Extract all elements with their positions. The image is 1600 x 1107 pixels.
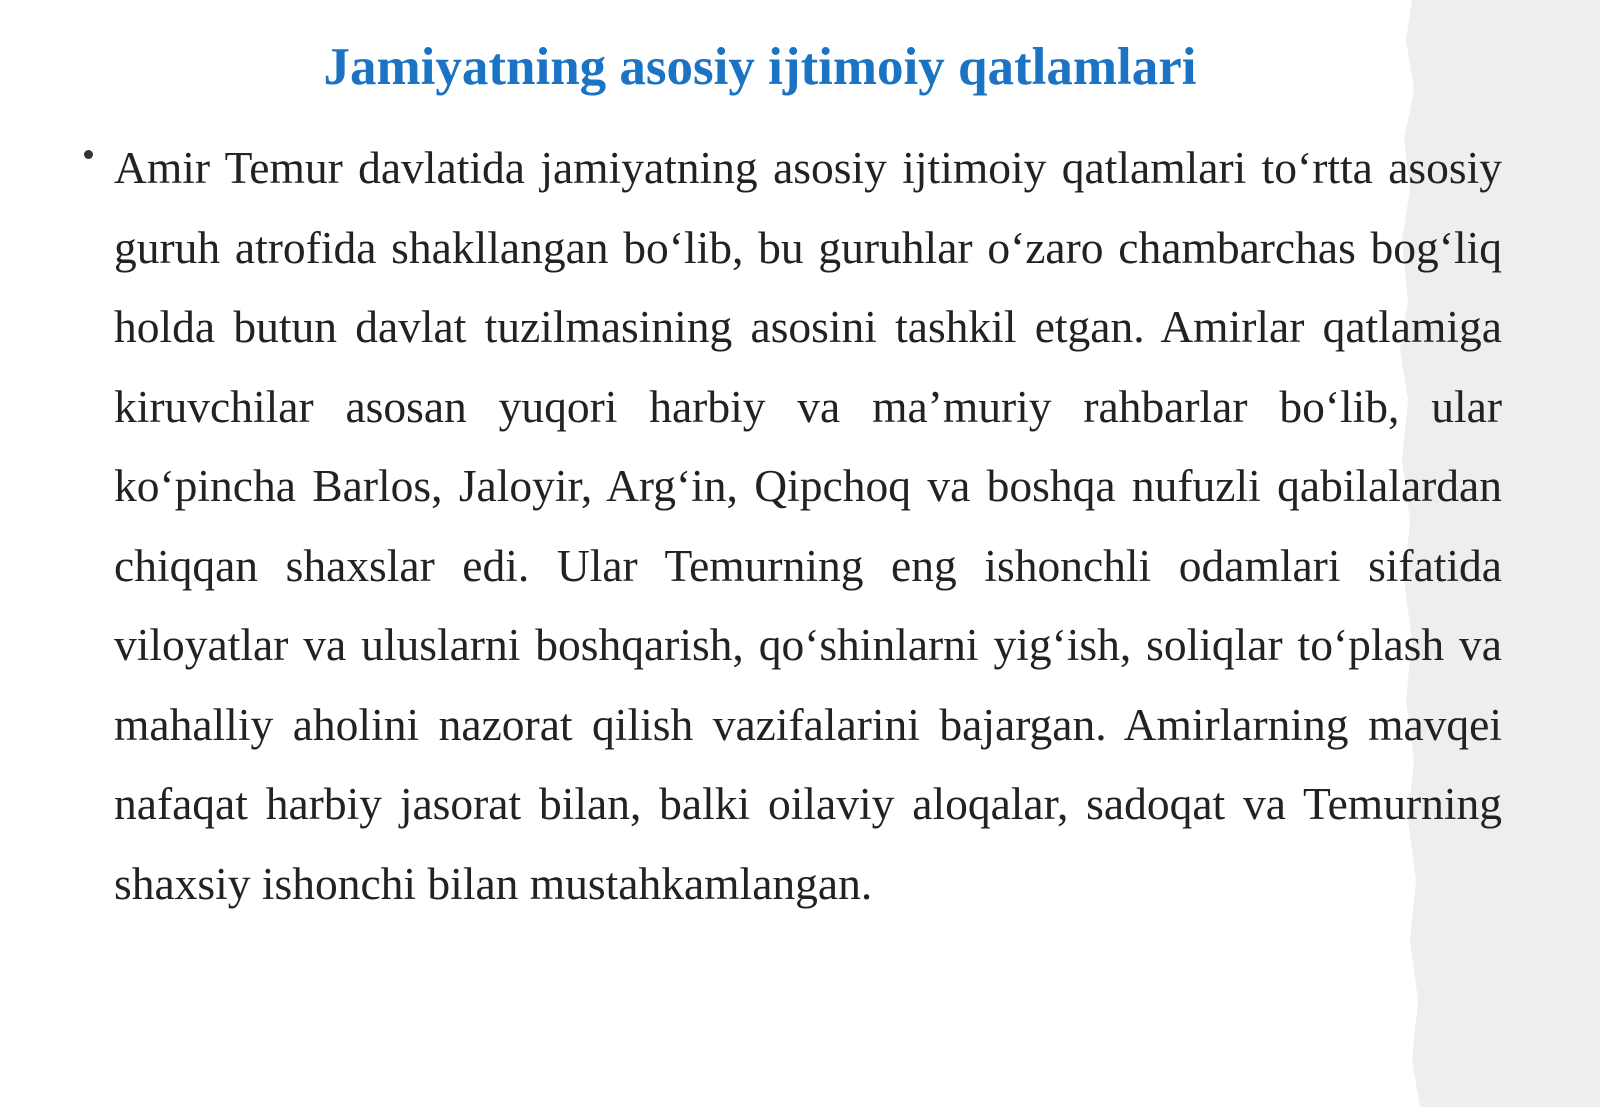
slide-content <box>78 128 1502 923</box>
bullet-item <box>78 128 1502 923</box>
bullet-text: Amir Temur davlatida jamiyatning asosiy ijtimoiy qatlamlari to‘rtta asosiy guruh atrofida shakllangan bo‘lib, bu guruhlar o‘zaro chambarchas bog‘liq holda butun davlat tuzilmasining asosini tashkil etgan. Amirlar qatlamiga kiruvchilar asosan yuqori harbiy va ma’muriy rahbarlar bo‘lib, ular ko‘pincha Barlos, Jaloyir, Arg‘in, Qipchoq va boshqa nufuzli qabilalardan chiqqan shaxslar edi. Ular Temurning eng ishonchli odamlari sifatida viloyatlar va uluslarni boshqarish, qo‘shinlarni yig‘ish, soliqlar to‘plash va mahalliy aholini nazorat qilish vazifalarini bajargan. Amirlarning mavqei nafaqat harbiy jasorat bilan, balki oilaviy aloqalar, sadoqat va Temurning shaxsiy ishonchi bilan mustahkamlangan. <box>114 142 1502 909</box>
slide-title: Jamiyatning asosiy ijtimoiy qatlamlari <box>323 38 1197 96</box>
bullet-dot-icon <box>84 150 93 159</box>
